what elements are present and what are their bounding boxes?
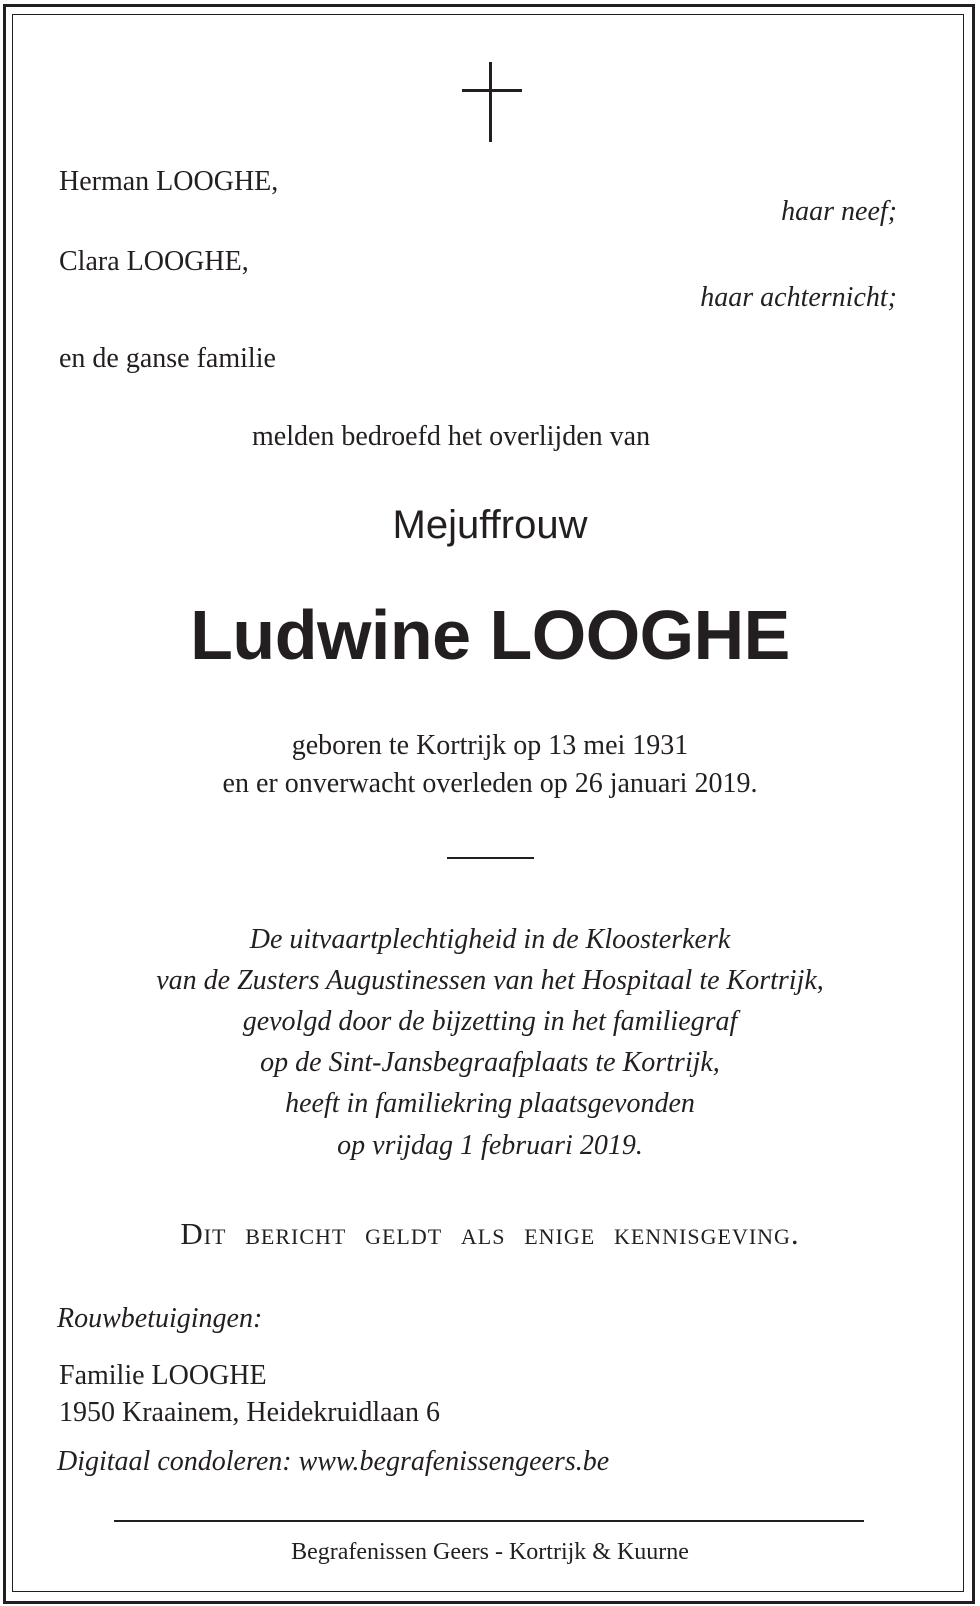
divider-long [114,1520,864,1522]
family-name-clara: Clara LOOGHE, [59,246,249,277]
ceremony-line: heeft in familiekring plaatsgevonden [285,1088,695,1119]
family-relation-neef: haar neef; [781,196,897,227]
family-rest: en de ganse familie [59,343,276,374]
deceased-title: Mejuffrouw [392,503,588,547]
condolences-name: Familie LOOGHE [59,1360,267,1391]
funeral-home: Begrafenissen Geers - Kortrijk & Kuurne [291,1539,689,1565]
condolences-address: 1950 Kraainem, Heidekruidlaan 6 [59,1397,440,1428]
divider-short [447,857,534,859]
sole-notice: Dit bericht geldt als enige kennisgeving. [180,1216,800,1251]
ceremony-line: van de Zusters Augustinessen van het Hospitaal te Kortrijk, [156,965,824,996]
family-name-herman: Herman LOOGHE, [59,166,279,197]
condolences-label: Rouwbetuigingen: [57,1303,263,1334]
ceremony-line: gevolgd door de bijzetting in het familiegraf [242,1006,738,1037]
announcement-intro: melden bedroefd het overlijden van [252,421,651,452]
birth-line: geboren te Kortrijk op 13 mei 1931 [291,730,689,761]
condolences-online: Digitaal condoleren: www.begrafenissengeers.be [57,1446,610,1477]
death-line: en er onverwacht overleden op 26 januari 2019. [222,768,758,799]
ceremony-line: De uitvaartplechtigheid in de Kloosterkerk [249,924,731,955]
deceased-name: Ludwine LOOGHE [190,596,790,674]
ceremony-line: op vrijdag 1 februari 2019. [337,1130,643,1161]
ceremony-line: op de Sint-Jansbegraafplaats te Kortrijk, [260,1047,720,1078]
family-relation-achternicht: haar achternicht; [700,282,897,313]
